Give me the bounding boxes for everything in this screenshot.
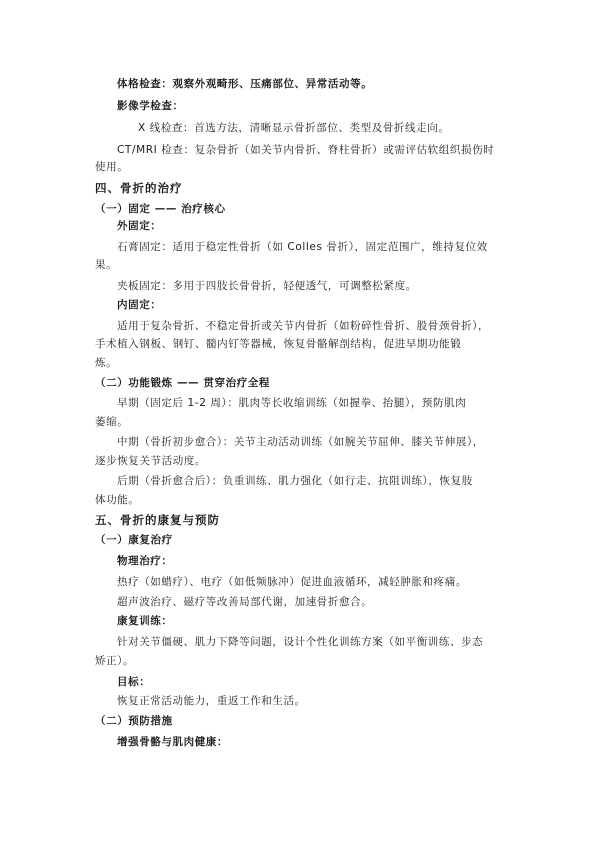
early-stage-line: 早期（固定后 1-2 周）：肌肉等长收缩训练（如握拳、抬腿），预防肌肉 xyxy=(117,397,467,409)
subsection-exercise: （二）功能锻炼 —— 贯穿治疗全程 xyxy=(95,377,271,389)
exam-imaging-heading: 影像学检查： xyxy=(117,100,184,112)
rehab-training-line: 针对关节僵硬、肌力下降等问题，设计个性化训练方案（如平衡训练、步态 xyxy=(117,636,484,648)
section-heading-rehab: 五、骨折的康复与预防 xyxy=(95,513,220,527)
early-stage-line-cont: 萎缩。 xyxy=(95,416,129,428)
plaster-line-cont: 果。 xyxy=(95,259,118,271)
physical-therapy-heading: 物理治疗： xyxy=(117,555,173,567)
internal-fixation-line-2: 手术植入钢板、钢钉、髓内钉等器械，恢复骨骼解剖结构，促进早期功能锻 xyxy=(95,338,462,350)
exam-physical-line: 体格检查：观察外观畸形、压痛部位、异常活动等。 xyxy=(117,78,373,90)
internal-fixation-line-1: 适用于复杂骨折、不稳定骨折或关节内骨折（如粉碎性骨折、股骨颈骨折）， xyxy=(117,320,490,332)
bone-muscle-health-heading: 增强骨骼与肌肉健康： xyxy=(117,736,228,748)
rehab-training-heading: 康复训练： xyxy=(117,615,173,627)
subsection-prevention: （二）预防措施 xyxy=(95,715,173,727)
late-stage-line-cont: 体功能。 xyxy=(95,494,140,506)
external-fixation-heading: 外固定： xyxy=(117,220,162,232)
internal-fixation-heading: 内固定： xyxy=(117,299,162,311)
rehab-training-line-cont: 矫正）。 xyxy=(95,655,135,667)
splint-line: 夹板固定：多用于四肢长骨骨折，轻便透气，可调整松紧度。 xyxy=(117,280,417,292)
goal-line: 恢复正常活动能力，重返工作和生活。 xyxy=(117,695,306,707)
subsection-rehab-therapy: （一）康复治疗 xyxy=(95,534,173,546)
ct-mri-line: CT/MRI 检查：复杂骨折（如关节内骨折、脊柱骨折）或需评估软组织损伤时 xyxy=(117,144,495,156)
section-heading-treatment: 四、骨折的治疗 xyxy=(95,181,183,195)
mid-stage-line-cont: 逐步恢复关节活动度。 xyxy=(95,455,206,467)
ultrasound-line: 超声波治疗、磁疗等改善局部代谢，加速骨折愈合。 xyxy=(117,596,373,608)
mid-stage-line: 中期（骨折初步愈合）：关节主动活动训练（如腕关节屈伸、膝关节伸展）， xyxy=(117,436,484,448)
thermo-electro-line: 热疗（如蜡疗）、电疗（如低频脉冲）促进血液循环，减轻肿胀和疼痛。 xyxy=(117,576,467,588)
ct-mri-line-cont: 使用。 xyxy=(95,161,129,173)
late-stage-line: 后期（骨折愈合后）：负重训练、肌力强化（如行走、抗阻训练），恢复肢 xyxy=(117,475,473,487)
goal-heading: 目标： xyxy=(117,676,151,688)
subsection-fixation: （一）固定 —— 治疗核心 xyxy=(95,203,226,215)
xray-line: X 线检查：首选方法，清晰显示骨折部位、类型及骨折线走向。 xyxy=(138,122,450,134)
internal-fixation-line-3: 炼。 xyxy=(95,357,118,369)
plaster-line: 石膏固定：适用于稳定性骨折（如 Colles 骨折），固定范围广，维持复位效 xyxy=(117,241,488,253)
